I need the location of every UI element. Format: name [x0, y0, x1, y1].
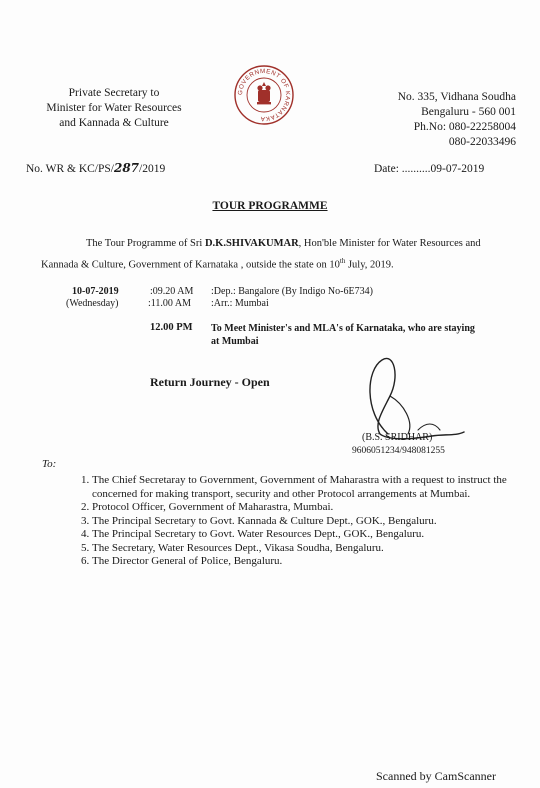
- address-line: 080-22033496: [448, 136, 516, 148]
- document-title: TOUR PROGRAMME: [212, 200, 328, 212]
- sender-line: Private Secretary to: [68, 87, 160, 99]
- seal-text: GOVERNMENT OF KARNATAKA: [236, 67, 292, 123]
- reference-handwritten-number: 287: [113, 161, 140, 175]
- sender-block: [24, 86, 204, 131]
- date-dots: ..........: [401, 163, 431, 175]
- address-line: No. 335, Vidhana Soudha: [397, 91, 516, 103]
- trip-day: (Wednesday): [66, 298, 119, 309]
- list-item: 1. The Chief Secretaray to Government, Government of Maharastra with a request to instruct the concerned for making transport, security and other Protocol arrangements at Mumbai.: [92, 474, 512, 501]
- date-line: [374, 163, 484, 175]
- sender-line: and Kannada & Culture: [59, 117, 169, 129]
- trip-date: 10-07-2019: [72, 286, 119, 297]
- meeting-detail: To Meet Minister's and MLA's of Karnataka, who are staying at Mumbai: [211, 323, 475, 347]
- address-line: Bengaluru - 560 001: [421, 106, 516, 118]
- list-item: 6. The Director General of Police, Bengaluru.: [92, 555, 512, 569]
- intro-line-1: The Tour Programme of Sri D.K.SHIVAKUMAR, Hon'ble Minister for Water Resources and: [86, 238, 481, 249]
- scanner-watermark: Scanned by CamScanner: [376, 769, 496, 783]
- address-block: [356, 90, 516, 150]
- reference-prefix: No. WR & KC/PS/: [26, 163, 114, 175]
- to-label: To:: [42, 458, 57, 470]
- address-line: Ph.No: 080-22258004: [413, 121, 516, 133]
- arrival-detail: :Arr.: Mumbai: [211, 298, 269, 309]
- list-item: 2. Protocol Officer, Government of Maharastra, Mumbai.: [92, 501, 512, 515]
- government-seal-icon: [233, 64, 295, 126]
- signatory-name: (B.S. SRIDHAR): [362, 432, 433, 443]
- meeting-time: 12.00 PM: [150, 322, 193, 333]
- list-item: 5. The Secretary, Water Resources Dept., Vikasa Soudha, Bengaluru.: [92, 542, 512, 556]
- reference-year: /2019: [139, 163, 166, 175]
- departure-time: :09.20 AM: [150, 286, 194, 297]
- date-label: Date:: [374, 163, 399, 175]
- list-item: 4. The Principal Secretary to Govt. Water Resources Dept., GOK., Bengaluru.: [92, 528, 512, 542]
- sender-line: Minister for Water Resources: [46, 102, 182, 114]
- departure-detail: :Dep.: Bangalore (By Indigo No-6E734): [211, 286, 373, 297]
- recipient-list: [70, 474, 512, 569]
- date-value: 09-07-2019: [430, 163, 485, 175]
- minister-name: D.K.SHIVAKUMAR: [204, 238, 299, 249]
- arrival-time: :11.00 AM: [148, 298, 191, 309]
- intro-line-2: Kannada & Culture, Government of Karnataka , outside the state on 10th July, 2019.: [41, 257, 394, 271]
- signature-icon: [360, 352, 470, 444]
- reference-number: [26, 161, 165, 175]
- return-journey: Return Journey - Open: [150, 375, 270, 389]
- signatory-phone: 9606051234/948081255: [352, 446, 445, 456]
- list-item: 3. The Principal Secretary to Govt. Kannada & Culture Dept., GOK., Bengaluru.: [92, 515, 512, 529]
